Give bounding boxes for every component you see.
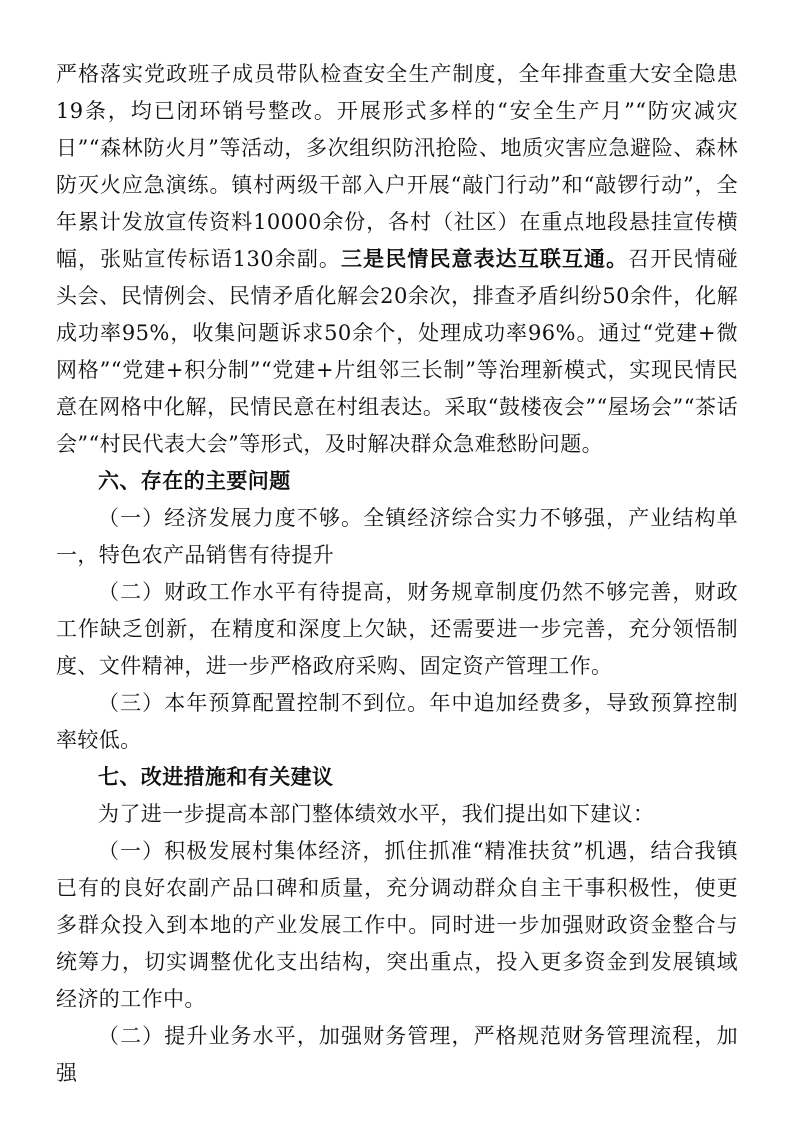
bold-key-point: 三是民情民意表达互联互通。 bbox=[341, 247, 629, 271]
paragraph-text: 严格落实党政班子成员带队检查安全生产制度，全年排查重大安全隐患19条，均已闭环销号整改。开展形式多样的“安全生产月”“防灾减灾日”“森林防火月”等活动，多次组织防汛抢险、地质灾害应急避险、森林防灭火应急演练。镇村两级干部入户开展“敲门行动”和“敲锣行动”，全年累计发放宣传资料10000余份，各村（社区）在重点地段悬挂宣传横幅，张贴宣传标语130余副。 bbox=[56, 62, 738, 271]
section-heading-problems: 六、存在的主要问题 bbox=[98, 469, 291, 493]
continuation-paragraph bbox=[56, 56, 738, 463]
problem-item-2: （二）财政工作水平有待提高，财务规章制度仍然不够完善，财政工作缺乏创新，在精度和深度上欠缺，还需要进一步完善，充分领悟制度、文件精神，进一步严格政府采购、固定资产管理工作。 bbox=[56, 580, 738, 678]
paragraph-text: 召开民情碰头会、民情例会、民情矛盾化解会20余次，排查矛盾纠纷50余件，化解成功率95%，收集问题诉求50余个，处理成功率96%。通过“党建+微网格”“党建+积分制”“党建+片组邻三长制”等治理新模式，实现民情民意在网格中化解，民情民意在村组表达。采取“鼓楼夜会”“屋场会”“茶话会”“村民代表大会”等形式，及时解决群众急难愁盼问题。 bbox=[56, 247, 739, 456]
problem-item-1: （一）经济发展力度不够。全镇经济综合实力不够强，产业结构单一，特色农产品销售有待提升 bbox=[56, 506, 738, 567]
suggestion-item-1: （一）积极发展村集体经济，抓住抓准“精准扶贫”机遇，结合我镇已有的良好农副产品口碑和质量，充分调动群众自主干事积极性，使更多群众投入到本地的产业发展工作中。同时进一步加强财政资金整合与统筹力，切实调整优化支出结构，突出重点，投入更多资金到发展镇域经济的工作中。 bbox=[56, 839, 738, 1011]
suggestions-intro: 为了进一步提高本部门整体绩效水平，我们提出如下建议： bbox=[98, 802, 655, 826]
problem-item-3: （三）本年预算配置控制不到位。年中追加经费多，导致预算控制率较低。 bbox=[56, 691, 738, 752]
section-heading-suggestions: 七、改进措施和有关建议 bbox=[98, 765, 334, 789]
document-page bbox=[56, 56, 738, 1092]
suggestion-item-2: （二）提升业务水平，加强财务管理，严格规范财务管理流程，加强 bbox=[56, 1024, 738, 1085]
